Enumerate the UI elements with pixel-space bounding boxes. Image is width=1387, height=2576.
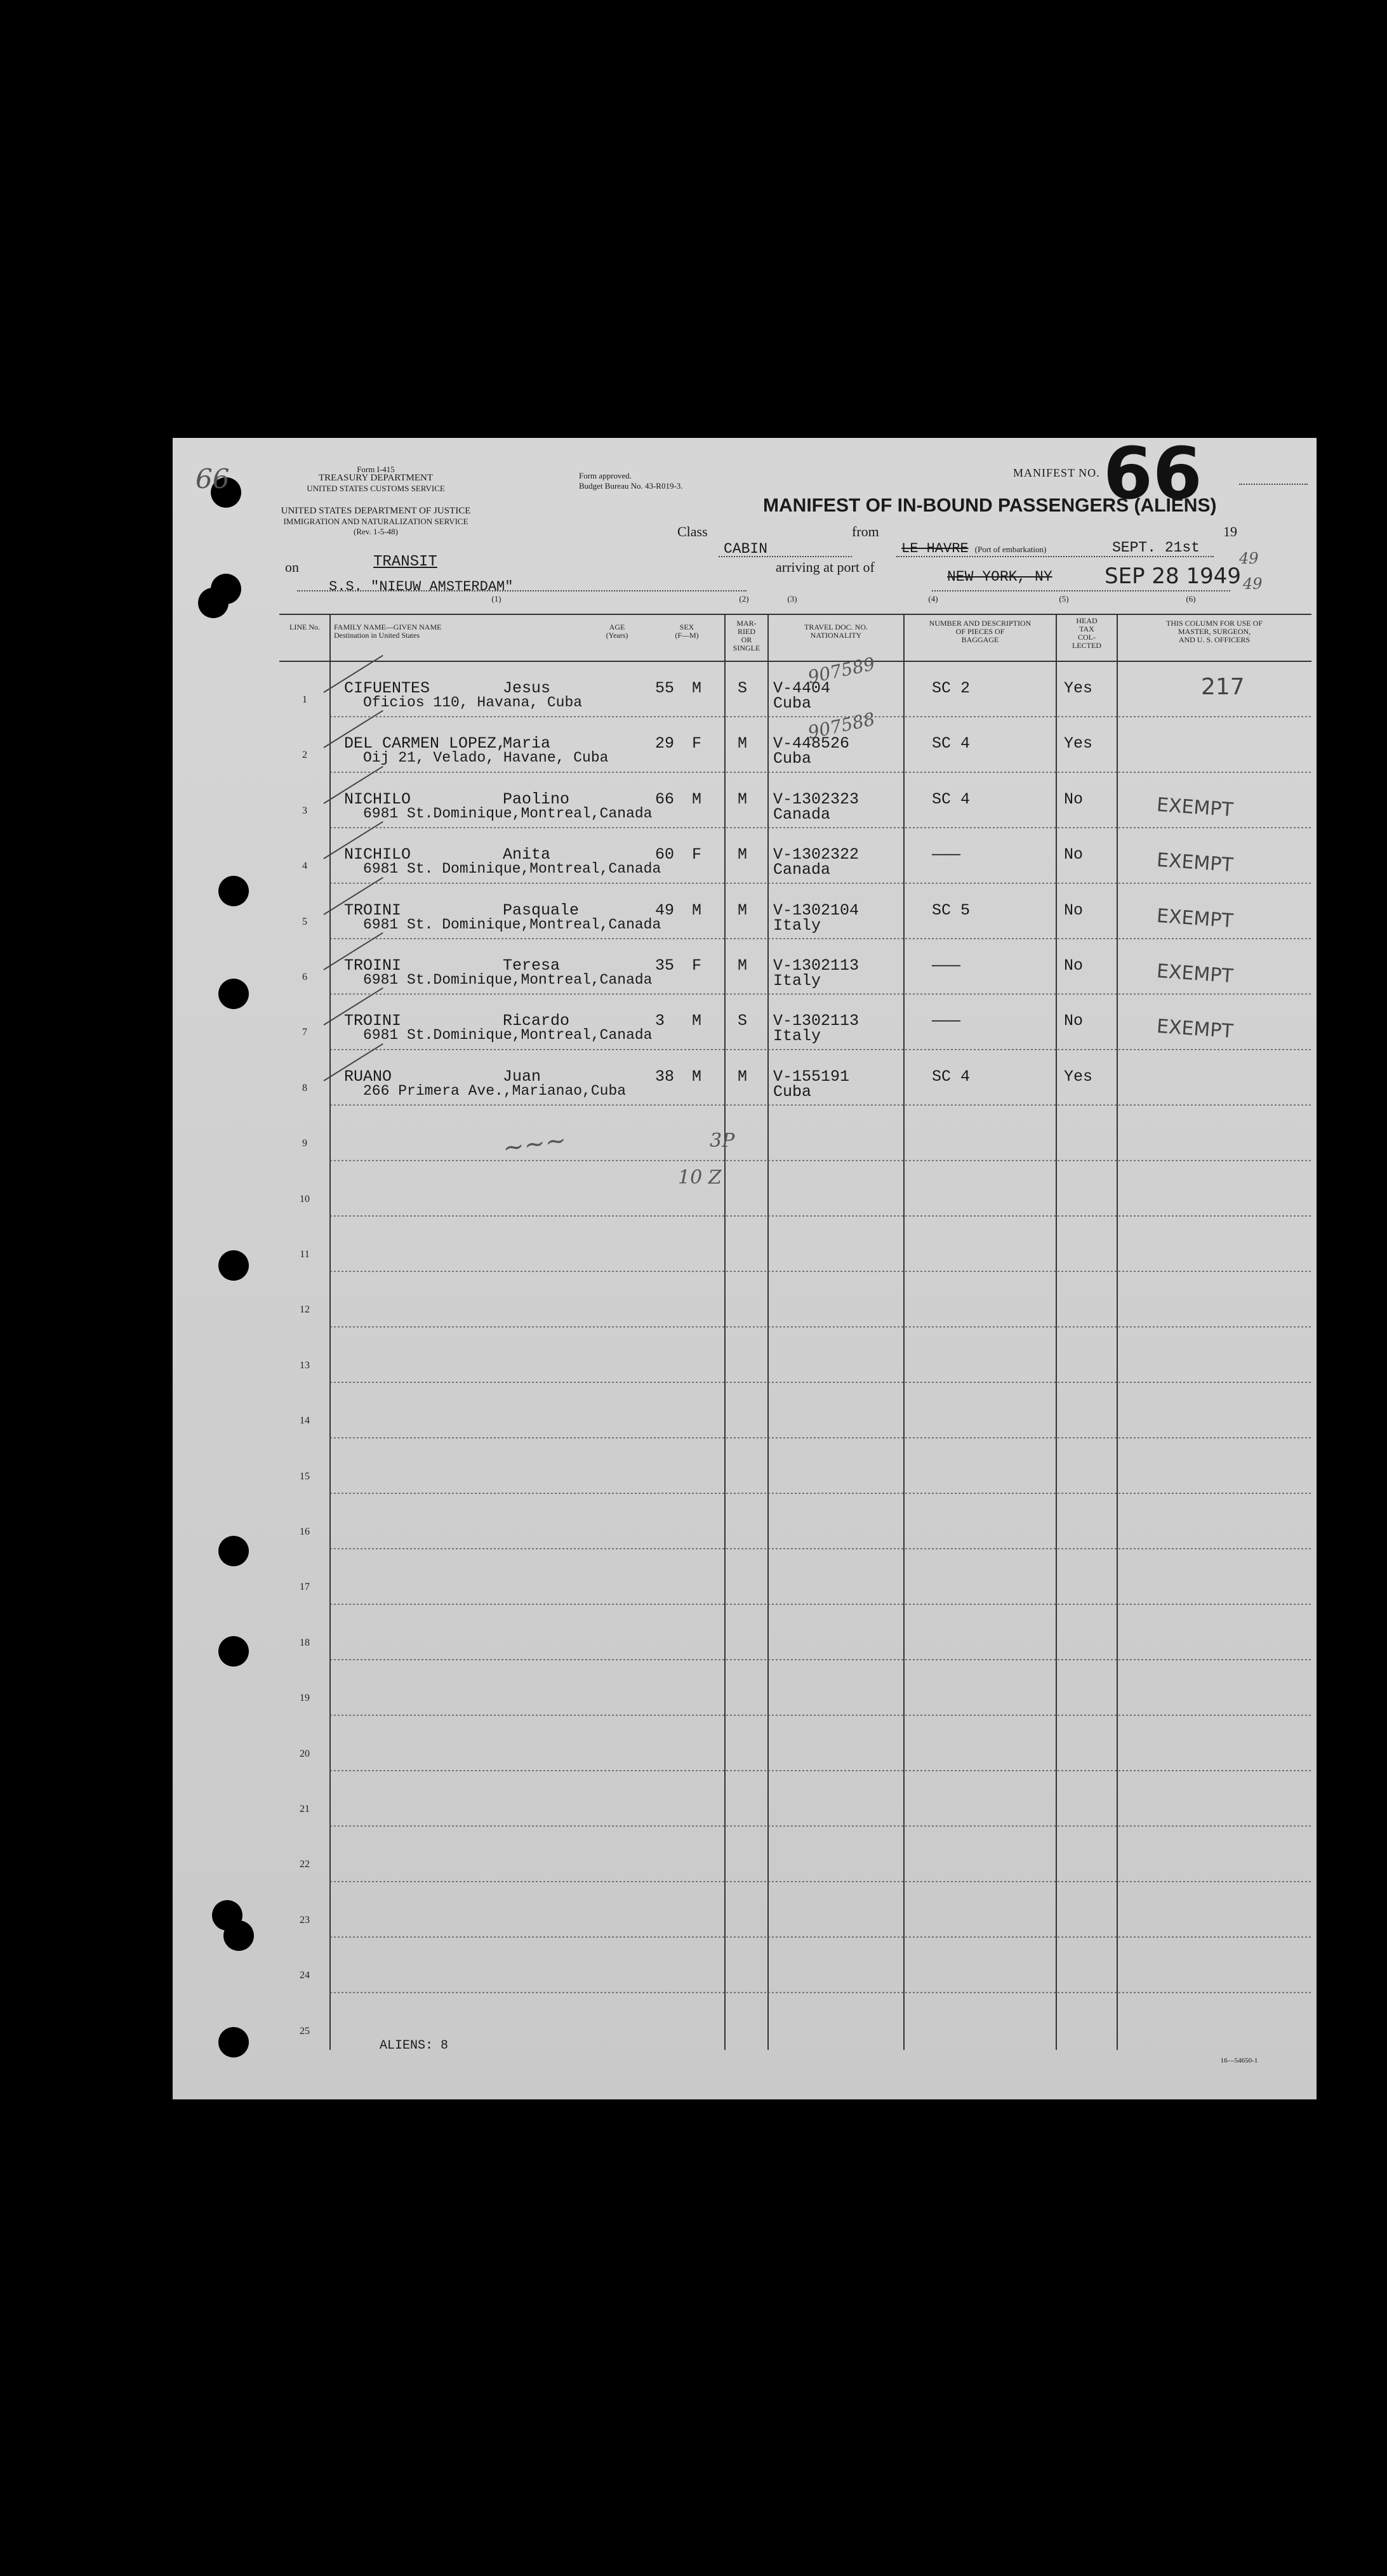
age: 66 xyxy=(655,789,675,809)
family-name: NICHILO xyxy=(344,845,411,864)
col-header-officers: THIS COLUMN FOR USE OF MASTER, SURGEON, AND U. S. OFFICERS xyxy=(1165,619,1263,644)
given-name: Pasquale xyxy=(503,901,580,920)
destination: 6981 St.Dominique,Montreal,Canada xyxy=(363,1027,653,1044)
arrival-port: NEW YORK, NY xyxy=(947,569,1052,585)
form-approved: Form approved. xyxy=(579,471,632,480)
handwritten-doc-number: 907589 xyxy=(806,653,877,688)
line-number: 24 xyxy=(300,1970,310,1981)
line-number: 2 xyxy=(302,750,307,761)
age: 3 xyxy=(655,1012,665,1031)
nationality: Canada xyxy=(773,805,831,824)
destination: 6981 St. Dominique,Montreal,Canada xyxy=(363,861,661,878)
family-name: CIFUENTES xyxy=(344,679,430,697)
line-number: 3 xyxy=(302,805,307,816)
given-name: Jesus xyxy=(503,679,551,697)
baggage: ——— xyxy=(932,956,961,975)
age: 60 xyxy=(655,845,675,864)
class-value: CABIN xyxy=(724,541,768,557)
age: 35 xyxy=(655,956,675,975)
line-number: 15 xyxy=(300,1470,310,1482)
embarkation-label: (Port of embarkation) xyxy=(974,545,1047,554)
travel-doc-no: V-1302113 xyxy=(773,1012,859,1031)
col-header-travel-doc: TRAVEL DOC. NO. NATIONALITY xyxy=(804,623,868,640)
travel-doc-no: V-1302113 xyxy=(773,956,859,975)
handwritten-doc-number: 907588 xyxy=(806,708,877,744)
budget-bureau: Budget Bureau No. 43-R019-3. xyxy=(579,481,683,491)
nationality: Italy xyxy=(773,972,821,990)
from-label: from xyxy=(852,524,879,539)
col-header-married: MAR- RIED OR SINGLE xyxy=(733,619,760,652)
on-label: on xyxy=(285,559,299,575)
line-number: 11 xyxy=(300,1249,310,1260)
family-name: DEL CARMEN LOPEZ, xyxy=(344,734,507,753)
sex: M xyxy=(692,1012,702,1031)
line-number: 6 xyxy=(302,972,307,982)
married-status: M xyxy=(738,956,748,975)
line-number: 17 xyxy=(300,1582,310,1593)
married-status: M xyxy=(738,734,748,753)
married-status: M xyxy=(738,1067,748,1086)
handwritten-note: 3P xyxy=(710,1130,735,1152)
head-tax: No xyxy=(1064,1012,1084,1031)
exempt-stamp: EXEMPT xyxy=(1155,793,1234,821)
travel-doc-no: V-155191 xyxy=(773,1067,850,1086)
given-name: Juan xyxy=(503,1067,541,1086)
year-value: 49 xyxy=(1239,550,1259,567)
baggage: SC 2 xyxy=(932,679,971,697)
given-name: Paolino xyxy=(503,789,570,809)
age: 38 xyxy=(655,1067,675,1086)
col-header-age: AGE (Years) xyxy=(606,623,628,640)
arrival-date-stamp: SEP 28 1949 xyxy=(1105,564,1241,589)
family-name: RUANO xyxy=(344,1067,392,1086)
line-number: 18 xyxy=(300,1637,310,1648)
col-index-1: (1) xyxy=(491,594,501,604)
given-name: Maria xyxy=(503,734,551,753)
col-index-6: (6) xyxy=(1186,594,1196,604)
nationality: Italy xyxy=(773,1027,821,1046)
dept-customs: UNITED STATES CUSTOMS SERVICE xyxy=(307,484,445,493)
family-name: TROINI xyxy=(344,1012,402,1031)
family-name: TROINI xyxy=(344,956,402,975)
age: 29 xyxy=(655,734,675,753)
travel-doc-no: V-1302104 xyxy=(773,901,859,920)
sail-date: SEPT. 21st xyxy=(1112,539,1200,556)
form-revision: (Rev. 1-5-48) xyxy=(354,527,398,536)
nationality: Cuba xyxy=(773,694,812,713)
year2-value: 49 xyxy=(1243,575,1263,593)
married-status: S xyxy=(738,679,748,697)
transit-label: TRANSIT xyxy=(373,553,437,571)
head-tax: No xyxy=(1064,789,1084,809)
manifest-title: MANIFEST OF IN-BOUND PASSENGERS (ALIENS) xyxy=(763,495,1217,516)
age: 49 xyxy=(655,901,675,920)
vessel-name: S.S. "NIEUW AMSTERDAM" xyxy=(329,579,514,595)
age: 55 xyxy=(655,679,675,697)
destination: Oficios 110, Havana, Cuba xyxy=(363,694,583,711)
line-number: 4 xyxy=(302,861,307,872)
sex: M xyxy=(692,679,702,697)
line-number: 23 xyxy=(300,1914,310,1925)
manifest-label: MANIFEST NO. xyxy=(1013,466,1100,479)
sex: F xyxy=(692,734,702,753)
line-number: 9 xyxy=(302,1138,307,1149)
margin-mark: 66 xyxy=(196,463,230,494)
given-name: Ricardo xyxy=(503,1012,570,1031)
sex: F xyxy=(692,956,702,975)
given-name: Teresa xyxy=(503,956,561,975)
travel-doc-no: V-1302322 xyxy=(773,845,859,864)
col-index-3: (3) xyxy=(787,594,797,604)
baggage: ——— xyxy=(932,1012,961,1031)
line-number: 19 xyxy=(300,1693,310,1704)
sex: F xyxy=(692,845,702,864)
line-number: 1 xyxy=(302,694,307,705)
head-tax: Yes xyxy=(1064,734,1093,753)
form-number: Form I-415 xyxy=(357,465,395,474)
nationality: Cuba xyxy=(773,750,812,769)
line-number: 5 xyxy=(302,916,307,927)
col-index-4: (4) xyxy=(928,594,938,604)
line-number: 8 xyxy=(302,1082,307,1093)
head-tax: Yes xyxy=(1064,1067,1093,1086)
head-tax: No xyxy=(1064,901,1084,920)
handwritten-note-2: 10 Z xyxy=(678,1166,722,1189)
line-number: 13 xyxy=(300,1359,310,1371)
arriving-label: arriving at port of xyxy=(776,559,875,575)
travel-doc-no: V-1302323 xyxy=(773,789,859,809)
col-index-2: (2) xyxy=(739,594,749,604)
line-number: 14 xyxy=(300,1415,310,1427)
col-index-5: (5) xyxy=(1059,594,1069,604)
line-number: 20 xyxy=(300,1748,310,1759)
family-name: NICHILO xyxy=(344,789,411,809)
destination: 6981 St. Dominique,Montreal,Canada xyxy=(363,916,661,933)
family-name: TROINI xyxy=(344,901,402,920)
exempt-stamp: EXEMPT xyxy=(1155,904,1234,932)
baggage: SC 4 xyxy=(932,1067,971,1086)
nationality: Cuba xyxy=(773,1082,812,1101)
year-prefix: 19 xyxy=(1223,524,1237,539)
col-header-name: FAMILY NAME—GIVEN NAME Destination in United States xyxy=(334,623,442,640)
baggage: ——— xyxy=(932,845,961,864)
married-status: S xyxy=(738,1012,748,1031)
baggage: SC 4 xyxy=(932,734,971,753)
destination: 266 Primera Ave.,Marianao,Cuba xyxy=(363,1082,627,1099)
col-header-baggage: NUMBER AND DESCRIPTION OF PIECES OF BAGGAGE xyxy=(929,619,1032,644)
line-number: 22 xyxy=(300,1859,310,1870)
head-tax: No xyxy=(1064,956,1084,975)
col-header-line-no: LINE No. xyxy=(289,623,320,631)
married-status: M xyxy=(738,845,748,864)
col-header-head-tax: HEAD TAX COL- LECTED xyxy=(1072,616,1101,650)
exempt-stamp: EXEMPT xyxy=(1155,849,1234,877)
exempt-stamp: EXEMPT xyxy=(1155,1015,1234,1043)
dept-ins: IMMIGRATION AND NATURALIZATION SERVICE xyxy=(283,517,468,526)
class-label: Class xyxy=(677,524,708,539)
aliens-count: ALIENS: 8 xyxy=(380,2038,449,2053)
baggage: SC 4 xyxy=(932,789,971,809)
dept-treasury: TREASURY DEPARTMENT xyxy=(318,473,434,483)
given-name: Anita xyxy=(503,845,551,864)
dept-justice: UNITED STATES DEPARTMENT OF JUSTICE xyxy=(281,506,471,516)
destination: 6981 St.Dominique,Montreal,Canada xyxy=(363,972,653,988)
travel-doc-no: V-4404 xyxy=(773,679,831,697)
manifest-sheet xyxy=(173,433,1317,2099)
head-tax: No xyxy=(1064,845,1084,864)
manifest-number: 66 xyxy=(1103,433,1202,515)
line-number: 21 xyxy=(300,1804,310,1814)
from-value: LE HAVRE xyxy=(901,541,969,557)
nationality: Italy xyxy=(773,916,821,935)
line-number: 12 xyxy=(300,1304,310,1316)
travel-doc-no: V-448526 xyxy=(773,734,850,753)
sex: M xyxy=(692,789,702,809)
sex: M xyxy=(692,1067,702,1086)
line-number: 25 xyxy=(300,2025,310,2037)
nationality: Canada xyxy=(773,861,831,880)
married-status: M xyxy=(738,789,748,809)
handwritten-scrawl: ~~~ xyxy=(501,1125,569,1163)
baggage: SC 5 xyxy=(932,901,971,920)
married-status: M xyxy=(738,901,748,920)
officer-number: 217 xyxy=(1201,674,1245,700)
sex: M xyxy=(692,901,702,920)
destination: 6981 St.Dominique,Montreal,Canada xyxy=(363,805,653,822)
line-number: 16 xyxy=(300,1526,310,1537)
col-header-sex: SEX (F—M) xyxy=(675,623,699,640)
destination: Oij 21, Velado, Havane, Cuba xyxy=(363,750,609,767)
head-tax: Yes xyxy=(1064,679,1093,697)
line-number: 10 xyxy=(300,1193,310,1205)
line-number: 7 xyxy=(302,1027,307,1038)
form-code: 16—54650-1 xyxy=(1220,2057,1258,2064)
exempt-stamp: EXEMPT xyxy=(1155,960,1234,988)
